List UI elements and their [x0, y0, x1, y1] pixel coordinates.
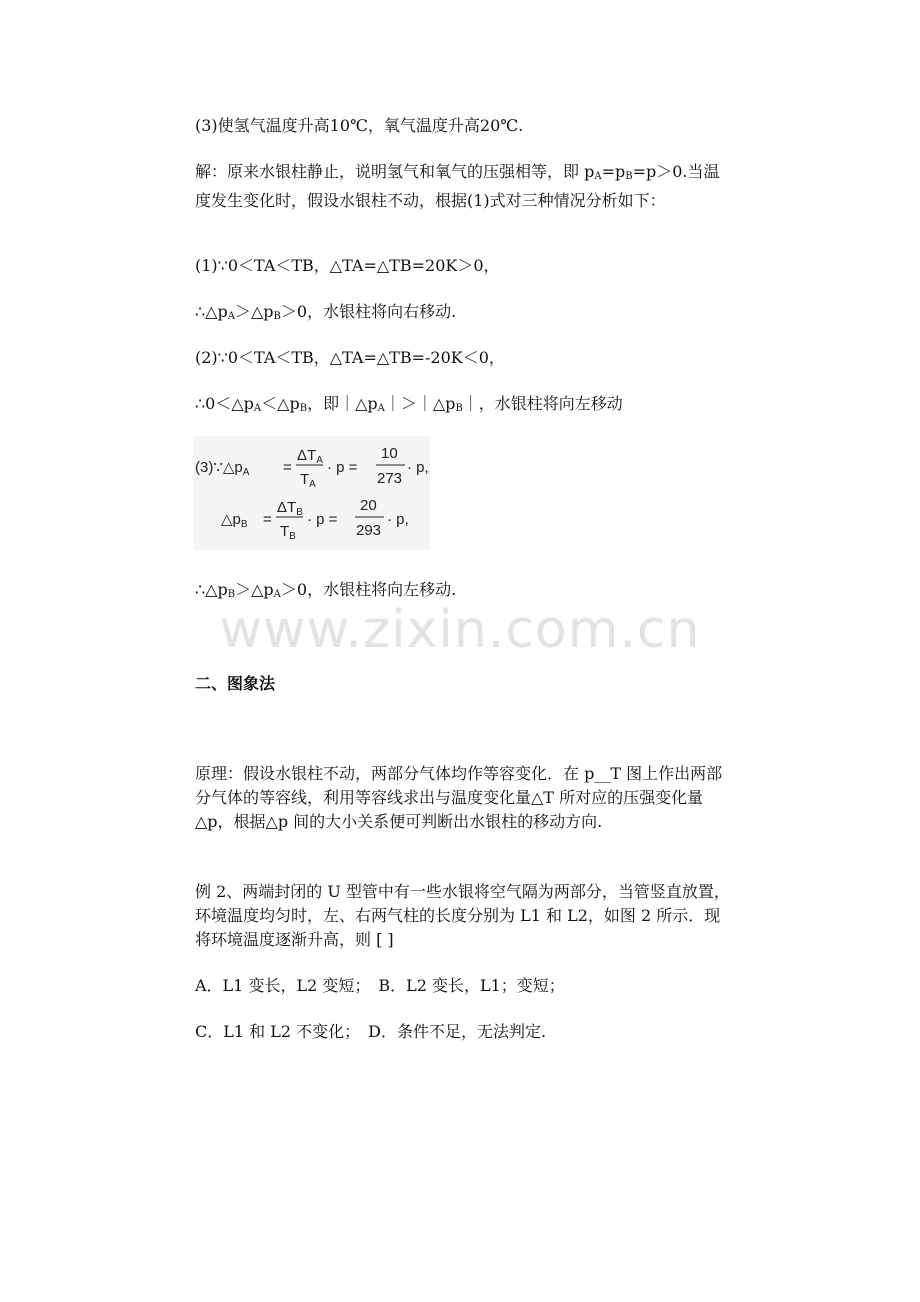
- case-1-conclusion: [195, 300, 735, 329]
- subscript: A: [227, 311, 235, 322]
- subscript: B: [273, 311, 281, 322]
- text-run: ，即｜△p: [307, 394, 378, 413]
- equals-sign: =: [283, 459, 292, 476]
- solution-intro-text: 解：原来水银柱静止，说明氢气和氧气的压强相等，即 p: [195, 162, 595, 181]
- text-run: ∴0＜△p: [195, 394, 254, 413]
- formula-2-tail: · p,: [387, 511, 409, 528]
- options-a-b: A．L1 变长，L2 变短； B．L2 变长，L1；变短；: [195, 976, 565, 995]
- subscript: B: [299, 403, 308, 414]
- equals-sign: =: [263, 511, 272, 528]
- text-run: ＞0，水银柱将向左移动.: [280, 580, 457, 599]
- subscript: A: [273, 589, 281, 600]
- subscript: A: [594, 171, 602, 182]
- case-2-conclusion: [195, 392, 735, 421]
- section-heading: 二、图象法: [195, 674, 276, 693]
- formula-1-num2: 10: [381, 445, 398, 462]
- subscript: A: [377, 403, 385, 414]
- part-3-condition: (3)使氢气温度升高10℃，氧气温度升高20℃.: [195, 116, 524, 135]
- text-run: ＞△p: [234, 302, 274, 321]
- subscript: A: [253, 403, 262, 414]
- example-2-question: 例 2、两端封闭的 U 型管中有一些水银将空气隔为两部分，当管竖直放置，环境温度均匀时，左、右两气柱的长度分别为 L1 和 L2，如图 2 所示．现将环境温度逐渐升高，则 [ ]: [195, 882, 730, 949]
- formula-2-num2: 20: [360, 497, 377, 514]
- text-run: ＞△p: [235, 580, 274, 599]
- text-run: ＞0，水银柱将向右移动.: [280, 302, 457, 321]
- formula-2-den2: 293: [356, 522, 382, 539]
- formula-1-mid: · p =: [327, 459, 358, 476]
- solution-intro-text: =p: [601, 162, 626, 181]
- formula-1-den2: 273: [377, 470, 403, 487]
- subscript: B: [227, 589, 236, 600]
- formula-2-prefix: $\triangle p_B$: [221, 511, 248, 530]
- formula-2-mid: · p =: [307, 511, 338, 528]
- text-run: ∴△p: [195, 580, 228, 599]
- subscript: B: [455, 403, 463, 414]
- formula-2-den1: $T_B$: [280, 523, 296, 542]
- subscript: B: [625, 171, 633, 182]
- case-1-condition: (1)∵0＜TA＜TB，△TA=△TB=20K＞0，: [195, 256, 500, 275]
- formula-image: [193, 436, 430, 550]
- formula-1-prefix: $(3)\because\triangle p_A$: [195, 459, 250, 478]
- formula-1-num1: $\Delta T_A$: [297, 447, 323, 466]
- solution-intro-text: =p＞0.当温度发生变化时，假设水银柱不动，根据(1)式对三种情况分析如下：: [195, 162, 720, 210]
- text-run: ＜△p: [261, 394, 300, 413]
- formula-1-tail: · p,: [407, 459, 429, 476]
- text-run: ｜＞｜△p: [384, 394, 456, 413]
- principle-paragraph: 原理：假设水银柱不动，两部分气体均作等容变化．在 p__T 图上作出两部分气体的等容线，利用等容线求出与温度变化量△T 所对应的压强变化量△p，根据△p 间的大小关系便可判断出水银柱的移动方向.: [195, 764, 723, 831]
- text-run: ｜，水银柱将向左移动: [462, 394, 623, 413]
- options-c-d: C．L1 和 L2 不变化； D．条件不足，无法判定.: [195, 1022, 547, 1041]
- case-2-condition: (2)∵0＜TA＜TB，△TA=△TB=-20K＜0，: [195, 348, 505, 367]
- solution-intro: [195, 160, 735, 213]
- formula-2-num1: $\Delta T_B$: [277, 499, 303, 518]
- formula-1-den1: $T_A$: [300, 471, 316, 490]
- watermark: www.zixin.com.cn: [219, 600, 701, 660]
- text-run: ∴△p: [195, 302, 228, 321]
